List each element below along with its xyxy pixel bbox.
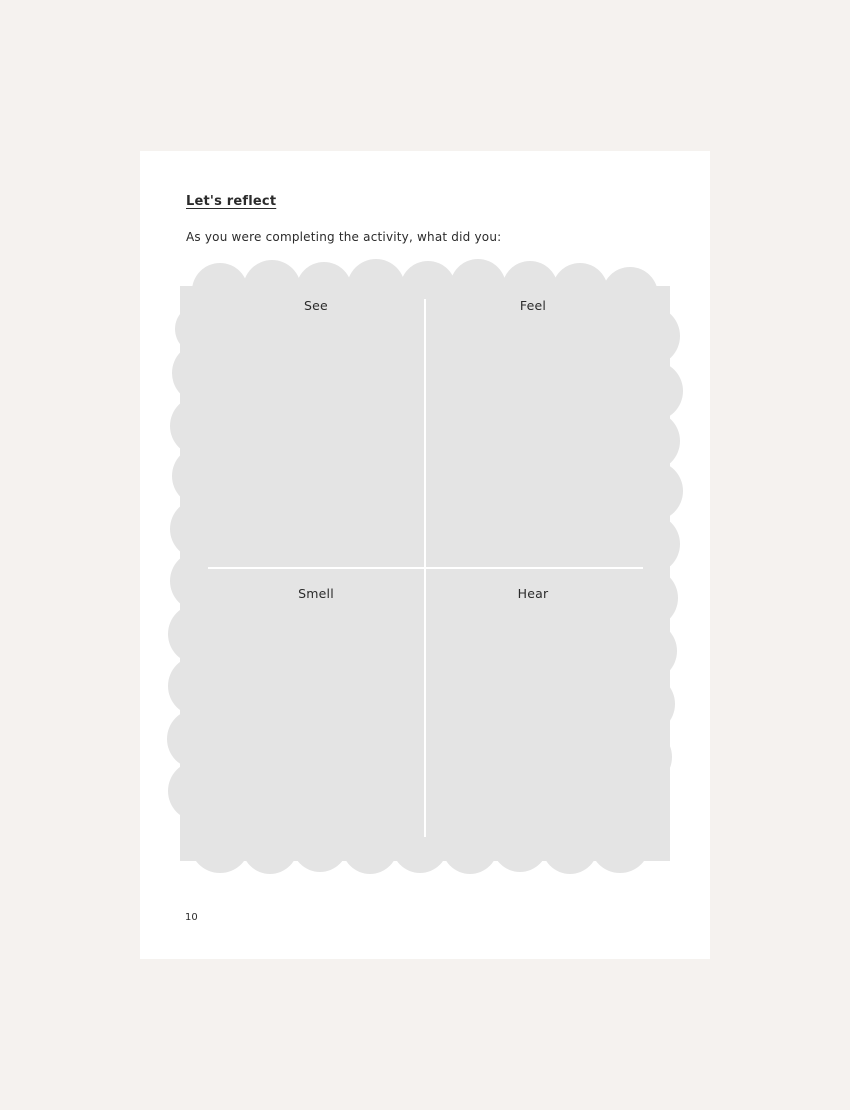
page-number: 10: [185, 912, 198, 923]
quadrant-label-feel: Feel: [519, 298, 547, 313]
section-heading: Let's reflect: [186, 194, 277, 209]
quadrant-label-smell: Smell: [298, 586, 334, 601]
reflection-cloud: [140, 151, 710, 959]
instructions-text: As you were completing the activity, what did you:: [186, 230, 502, 244]
quadrant-label-hear: Hear: [517, 586, 549, 601]
worksheet-page: [140, 151, 710, 959]
quadrant-label-see: See: [304, 298, 328, 313]
